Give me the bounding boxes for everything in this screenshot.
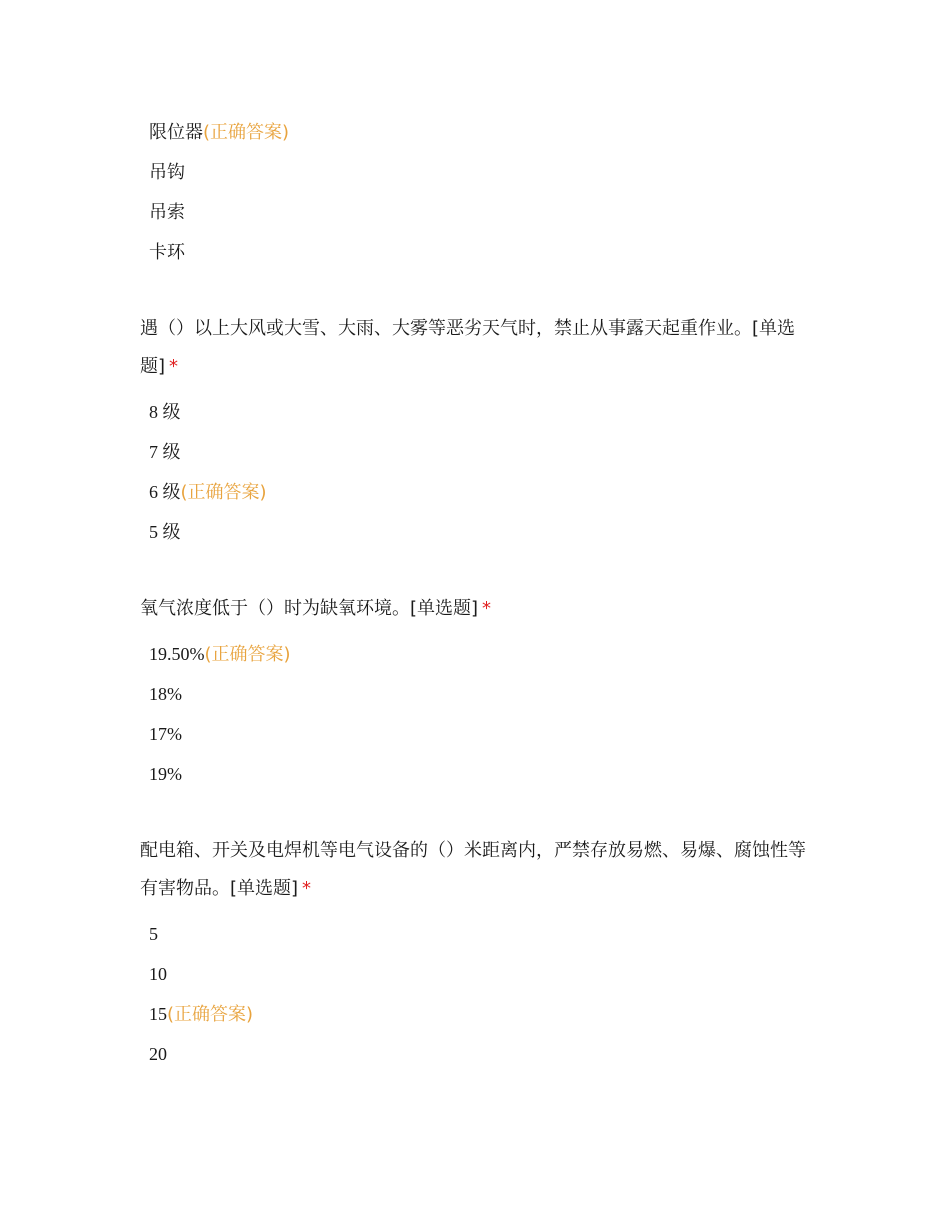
option-text: 6 级	[149, 482, 181, 502]
option-text: 吊钩	[149, 162, 185, 183]
question-stem: 配电箱、开关及电焊机等电气设备的（）米距离内，严禁存放易燃、易爆、腐蚀性等有害物品。[单选题]	[140, 840, 806, 899]
option-text: 19%	[149, 764, 182, 784]
option-text: 5	[149, 924, 158, 944]
option-item	[140, 472, 820, 512]
correct-answer-label: (正确答案)	[167, 1004, 254, 1025]
option-text: 15	[149, 1004, 167, 1024]
correct-answer-label: (正确答案)	[203, 122, 290, 143]
question-block-2	[140, 590, 820, 794]
option-item	[140, 392, 820, 432]
option-item	[140, 1034, 820, 1074]
option-item	[140, 153, 820, 193]
required-asterisk: *	[169, 356, 179, 377]
option-list	[140, 113, 820, 273]
question-block-1	[140, 310, 820, 552]
option-item	[140, 674, 820, 714]
option-list	[140, 634, 820, 794]
correct-answer-label: (正确答案)	[180, 482, 267, 503]
question-block-0	[140, 113, 820, 273]
option-item	[140, 914, 820, 954]
option-list	[140, 914, 820, 1074]
option-text: 20	[149, 1044, 167, 1064]
option-text: 限位器	[149, 122, 203, 143]
option-text: 10	[149, 964, 167, 984]
option-text: 8 级	[149, 402, 181, 422]
option-text: 18%	[149, 684, 182, 704]
option-item	[140, 634, 820, 674]
option-item	[140, 193, 820, 233]
option-item	[140, 754, 820, 794]
option-item	[140, 714, 820, 754]
option-item	[140, 113, 820, 153]
option-text: 19.50%	[149, 644, 205, 664]
option-item	[140, 954, 820, 994]
question-text	[140, 310, 820, 386]
option-text: 卡环	[149, 242, 185, 263]
question-text	[140, 590, 820, 628]
option-item	[140, 512, 820, 552]
option-item	[140, 233, 820, 273]
option-text: 5 级	[149, 522, 181, 542]
option-item	[140, 432, 820, 472]
option-list	[140, 392, 820, 552]
required-asterisk: *	[482, 598, 492, 619]
option-text: 7 级	[149, 442, 181, 462]
option-text: 吊索	[149, 202, 185, 223]
question-text	[140, 832, 820, 908]
option-text: 17%	[149, 724, 182, 744]
question-stem: 氧气浓度低于（）时为缺氧环境。[单选题]	[140, 598, 479, 619]
question-stem: 遇（）以上大风或大雪、大雨、大雾等恶劣天气时，禁止从事露天起重作业。[单选题]	[140, 318, 796, 377]
option-item	[140, 994, 820, 1034]
question-block-3	[140, 832, 820, 1074]
correct-answer-label: (正确答案)	[204, 644, 291, 665]
required-asterisk: *	[302, 878, 312, 899]
